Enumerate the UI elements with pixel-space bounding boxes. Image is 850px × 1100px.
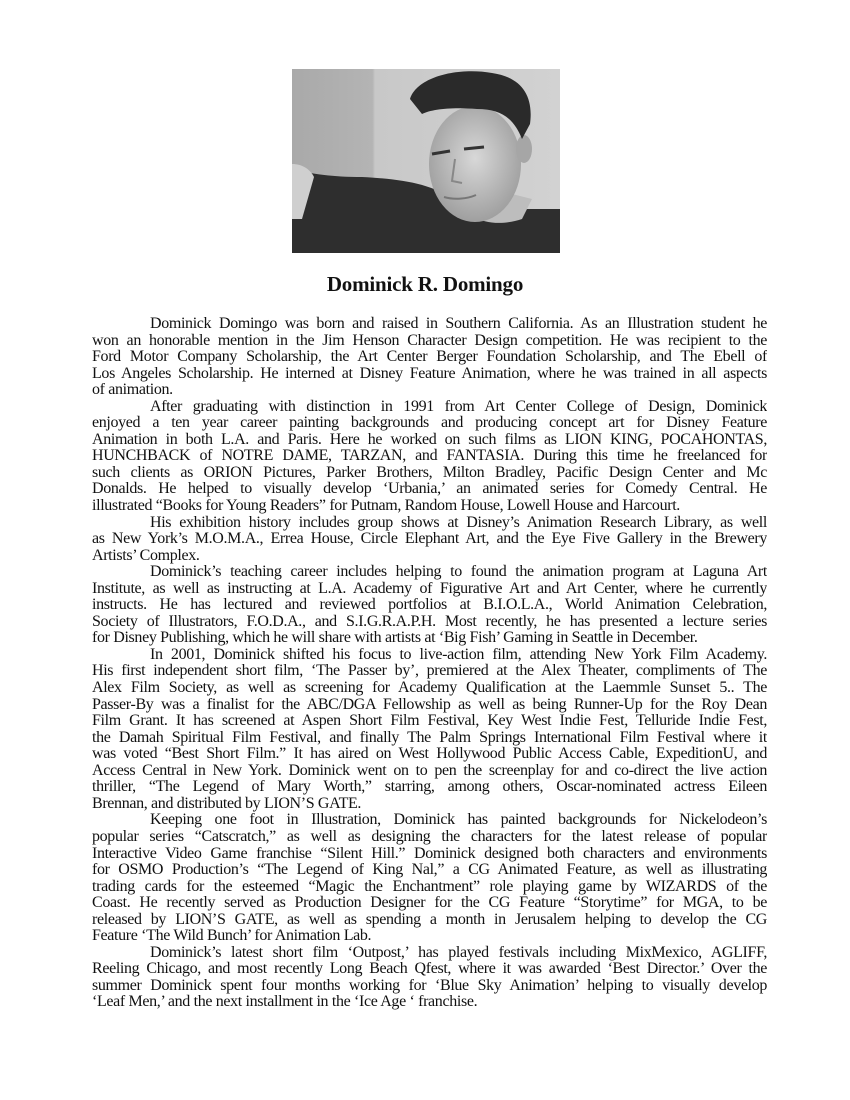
text-line: His exhibition history includes group shows at Disney’s Animation Research Library, as well	[150, 514, 767, 531]
text-line: popular series “Catscratch,” as well as designing the characters for the latest release of popular	[92, 828, 767, 845]
text-line: Dominick’s latest short film ‘Outpost,’ has played festivals including MixMexico, AGLIFF,	[150, 944, 767, 961]
text-line: released by LION’S GATE, as well as spending a month in Jerusalem helping to develop the CG	[92, 911, 767, 928]
paragraph-7	[92, 945, 767, 1011]
text-line: thriller, “The Legend of Mary Worth,” starring, among others, Oscar-nominated actress Eileen	[92, 779, 767, 796]
text-line: such clients as ORION Pictures, Parker Brothers, Milton Bradley, Pacific Design Center and Mc	[92, 464, 767, 481]
text-line: Alex Film Society, as well as screening for Academy Qualification at the Laemmle Sunset 5.. The	[92, 680, 767, 697]
text-line: Feature ‘The Wild Bunch’ for Animation Lab.	[92, 928, 372, 945]
text-line: Los Angeles Scholarship. He interned at Disney Feature Animation, where he was trained in all aspects	[92, 365, 767, 382]
text-line: Brennan, and distributed by LION’S GATE.	[92, 795, 362, 812]
text-line: ‘Leaf Men,’ and the next installment in the ‘Ice Age ‘ franchise.	[92, 994, 478, 1011]
text-line: summer Dominick spent four months working for ‘Blue Sky Animation’ helping to visually develop	[92, 977, 767, 994]
text-line: Ford Motor Company Scholarship, the Art Center Berger Foundation Scholarship, and The Ebell of	[92, 349, 767, 366]
text-line: Interactive Video Game franchise “Silent Hill.” Dominick designed both characters and environments	[92, 845, 767, 862]
text-line: won an honorable mention in the Jim Henson Character Design competition. He was recipient to the	[92, 332, 767, 349]
text-line: Coast. He recently served as Production Designer for the CG Feature “Storytime” for MGA, to be	[92, 895, 767, 912]
page-title: Dominick R. Domingo	[326, 272, 524, 296]
text-line: illustrated “Books for Young Readers” for Putnam, Random House, Lowell House and Harcourt.	[92, 498, 680, 515]
text-line: Institute, as well as instructing at L.A. Academy of Figurative Art and Art Center, where he currently	[92, 580, 767, 597]
text-line: Animation in both L.A. and Paris. Here he worked on such films as LION KING, POCAHONTAS,	[92, 431, 767, 448]
biography-body	[92, 316, 767, 1011]
text-line: Dominick Domingo was born and raised in Southern California. As an Illustration student he	[150, 316, 767, 332]
text-line: was voted “Best Short Film.” It has aired on West Hollywood Public Access Cable, ExpeditionU, and	[92, 746, 767, 763]
text-line: After graduating with distinction in 1991 from Art Center College of Design, Dominick	[150, 398, 767, 415]
text-line: Reeling Chicago, and most recently Long Beach Qfest, where it was awarded ‘Best Director.’ Over the	[92, 961, 767, 978]
text-line: Donalds. He helped to visually develop ‘Urbania,’ an animated series for Comedy Central. He	[92, 481, 767, 498]
portrait-photo	[292, 69, 560, 253]
text-line: Society of Illustrators, F.O.D.A., and S.I.G.R.A.P.H. Most recently, he has presented a lecture series	[92, 613, 767, 630]
text-line: In 2001, Dominick shifted his focus to live-action film, attending New York Film Academy.	[150, 646, 767, 663]
paragraph-6	[92, 812, 767, 944]
paragraph-5	[92, 647, 767, 812]
text-line: as New York’s M.O.M.A., Errea House, Circle Elephant Art, and the Eye Five Gallery in the Brewery	[92, 531, 767, 548]
portrait-image	[292, 69, 560, 253]
text-line: of animation.	[92, 382, 173, 399]
paragraph-1	[92, 316, 767, 399]
text-line: for Disney Publishing, which he will share with artists at ‘Big Fish’ Gaming in Seattle in December.	[92, 630, 698, 647]
text-line: enjoyed a ten year career painting backgrounds and producing concept art for Disney Feature	[92, 415, 767, 432]
text-line: Keeping one foot in Illustration, Dominick has painted backgrounds for Nickelodeon’s	[150, 812, 767, 829]
text-line: HUNCHBACK of NOTRE DAME, TARZAN, and FANTASIA. During this time he freelanced for	[92, 448, 767, 465]
paragraph-2	[92, 399, 767, 515]
text-line: Artists’ Complex.	[92, 547, 200, 564]
text-line: trading cards for the esteemed “Magic the Enchantment” role playing game by WIZARDS of the	[92, 878, 767, 895]
text-line: Passer-By was a finalist for the ABC/DGA Fellowship as well as being Runner-Up for the Roy Dean	[92, 696, 767, 713]
text-line: Dominick’s teaching career includes helping to found the animation program at Laguna Art	[150, 564, 767, 581]
paragraph-4	[92, 564, 767, 647]
text-line: for OSMO Production’s “The Legend of King Nal,” a CG Animated Feature, as well as illustrating	[92, 862, 767, 879]
text-line: Access Central in New York. Dominick went on to pen the screenplay for and co-direct the live action	[92, 762, 767, 779]
text-line: His first independent short film, ‘The Passer by’, premiered at the Alex Theater, compliments of The	[92, 663, 767, 680]
text-line: the Damah Spiritual Film Festival, and finally The Palm Springs International Film Festival where it	[92, 729, 767, 746]
text-line: Film Grant. It has screened at Aspen Short Film Festival, Key West Indie Fest, Telluride Indie Fest,	[92, 713, 767, 730]
text-line: instructs. He has lectured and reviewed portfolios at B.I.O.L.A., World Animation Celebration,	[92, 597, 767, 614]
paragraph-3	[92, 515, 767, 565]
